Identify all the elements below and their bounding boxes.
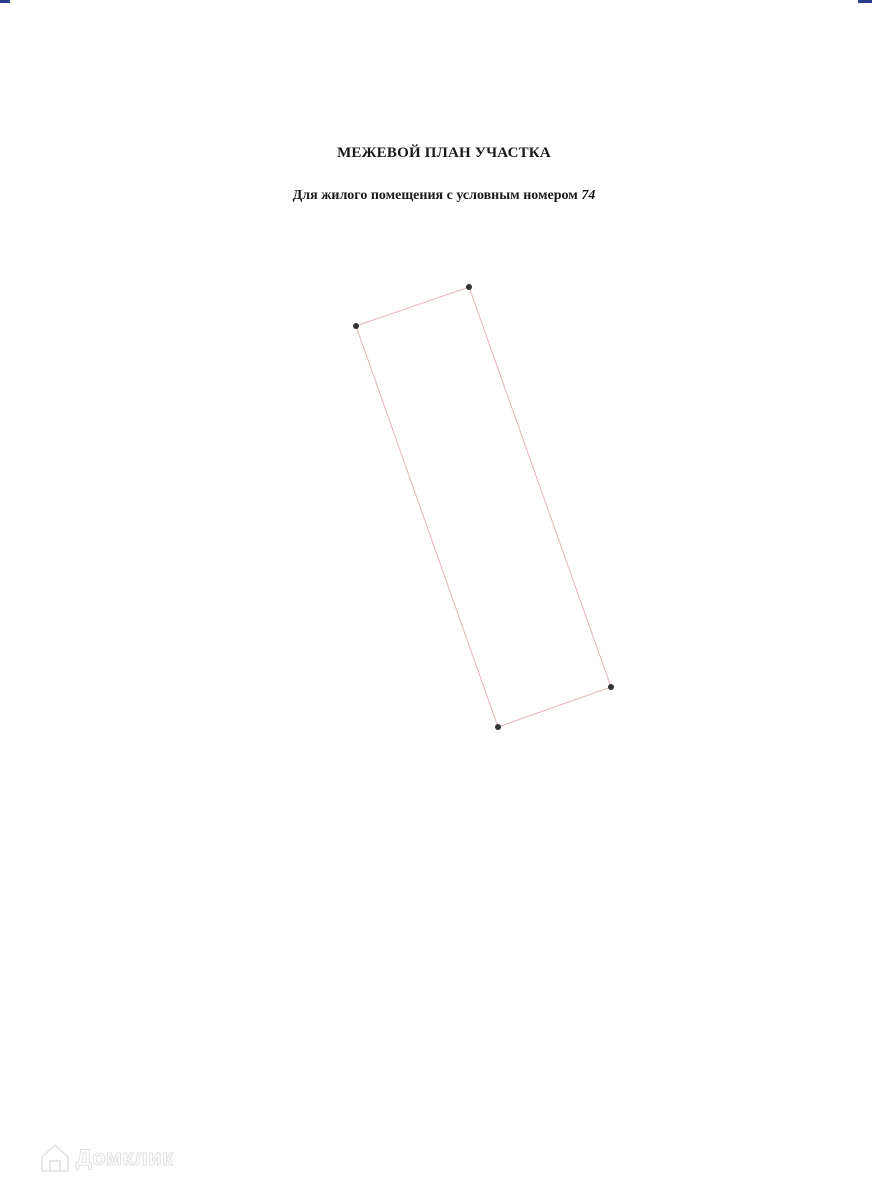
boundary-point — [353, 323, 359, 329]
subtitle-text: Для жилого помещения с условным номером — [292, 188, 578, 203]
house-icon — [38, 1141, 72, 1175]
page-title: МЕЖЕВОЙ ПЛАН УЧАСТКА — [337, 145, 551, 161]
plot-boundary — [356, 287, 611, 727]
boundary-point — [495, 724, 501, 730]
room-number: 74 — [581, 188, 596, 203]
watermark-text: Домклик — [76, 1145, 174, 1170]
boundary-point — [466, 284, 472, 290]
watermark — [38, 1141, 208, 1175]
boundary-point — [608, 684, 614, 690]
